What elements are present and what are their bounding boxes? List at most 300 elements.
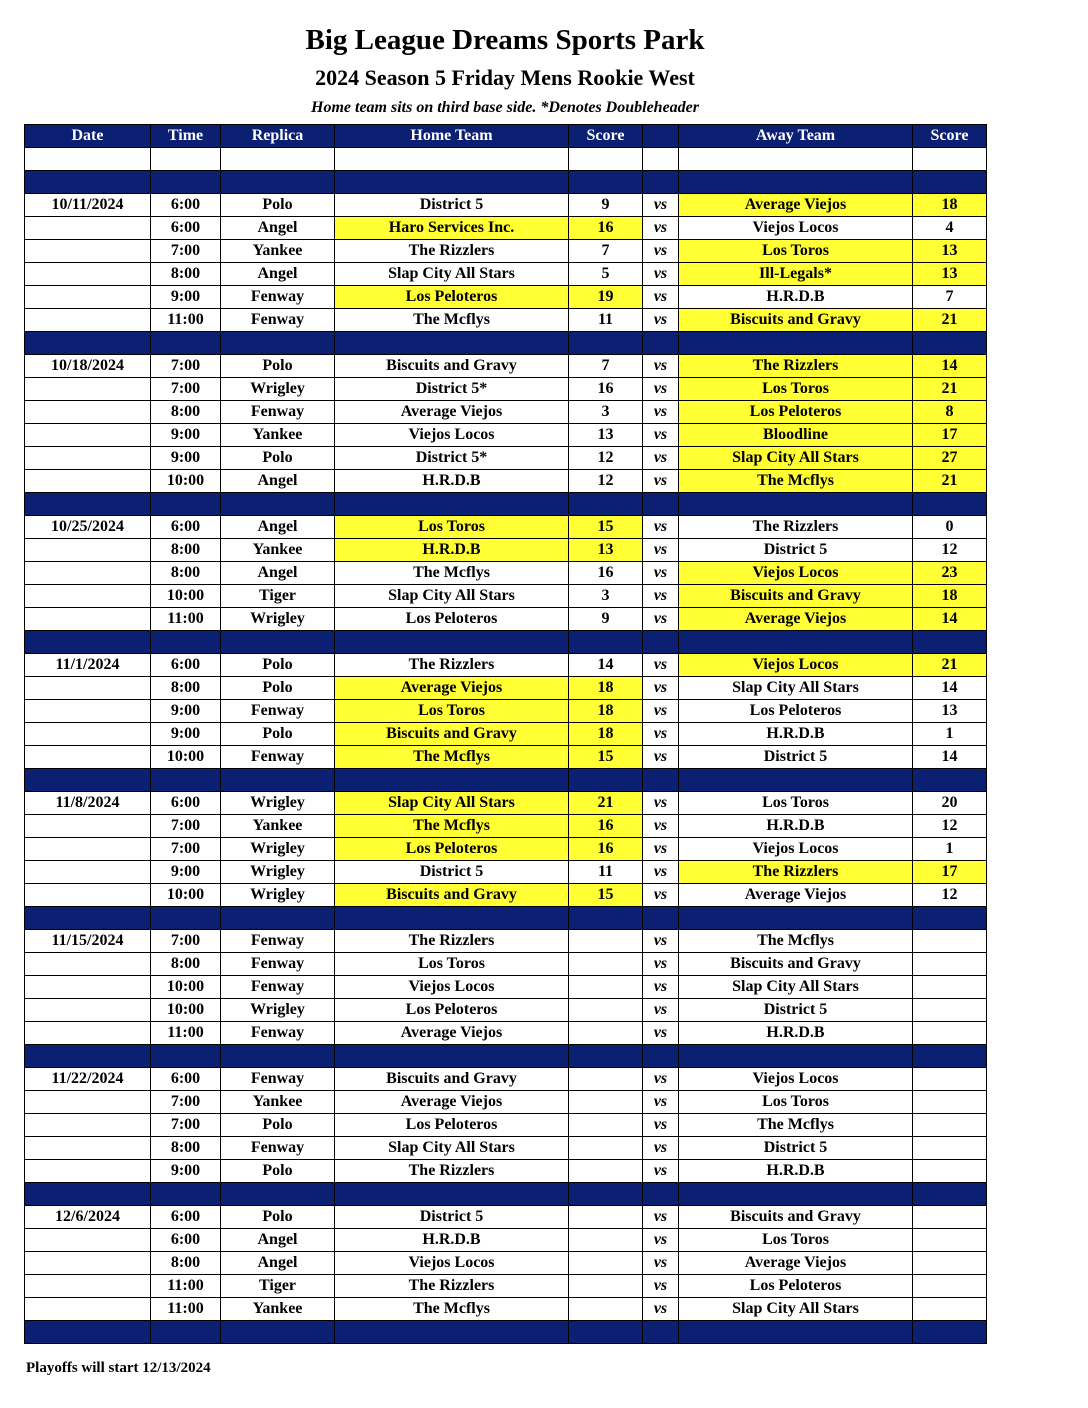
- away-score: 12: [913, 884, 987, 907]
- away-score: 17: [913, 424, 987, 447]
- table-row: [25, 217, 987, 240]
- separator-row-cell: [221, 631, 335, 654]
- game-date: [25, 1252, 151, 1275]
- away-team: Los Peloteros: [679, 401, 913, 424]
- table-row: [25, 585, 987, 608]
- table-row: [25, 516, 987, 539]
- away-team: Los Peloteros: [679, 1275, 913, 1298]
- separator-row-cell: [25, 493, 151, 516]
- home-team: Los Peloteros: [335, 1114, 569, 1137]
- table-row: [25, 1275, 987, 1298]
- vs-label: vs: [643, 677, 679, 700]
- away-team: Biscuits and Gravy: [679, 953, 913, 976]
- away-score: 14: [913, 608, 987, 631]
- separator-row-cell: [913, 631, 987, 654]
- game-time: 9:00: [151, 723, 221, 746]
- vs-label: vs: [643, 355, 679, 378]
- table-row: [25, 355, 987, 378]
- home-team: Slap City All Stars: [335, 263, 569, 286]
- home-score: 7: [569, 355, 643, 378]
- game-time: 10:00: [151, 470, 221, 493]
- separator-row-cell: [151, 1045, 221, 1068]
- away-score: [913, 999, 987, 1022]
- game-field: Fenway: [221, 976, 335, 999]
- home-team: Viejos Locos: [335, 976, 569, 999]
- game-time: 8:00: [151, 539, 221, 562]
- home-team: Average Viejos: [335, 1091, 569, 1114]
- game-date: [25, 746, 151, 769]
- home-team: Average Viejos: [335, 677, 569, 700]
- separator-row-cell: [25, 769, 151, 792]
- vs-label: vs: [643, 1298, 679, 1321]
- game-field: Yankee: [221, 539, 335, 562]
- table-row: [25, 1091, 987, 1114]
- away-team: Los Toros: [679, 240, 913, 263]
- game-date: [25, 861, 151, 884]
- away-score: 17: [913, 861, 987, 884]
- vs-label: vs: [643, 999, 679, 1022]
- game-date: 11/15/2024: [25, 930, 151, 953]
- separator-row-cell: [913, 769, 987, 792]
- table-row: [25, 838, 987, 861]
- game-time: 8:00: [151, 1252, 221, 1275]
- table-row: [25, 815, 987, 838]
- game-field: Polo: [221, 677, 335, 700]
- separator-row-cell: [643, 907, 679, 930]
- game-date: [25, 1298, 151, 1321]
- game-field: Wrigley: [221, 378, 335, 401]
- away-team: Ill-Legals*: [679, 263, 913, 286]
- separator-row-cell: [25, 332, 151, 355]
- separator-row: [25, 171, 987, 194]
- away-score: 8: [913, 401, 987, 424]
- away-team: Biscuits and Gravy: [679, 585, 913, 608]
- game-field: Polo: [221, 1160, 335, 1183]
- away-score: 13: [913, 700, 987, 723]
- game-time: 7:00: [151, 240, 221, 263]
- game-time: 11:00: [151, 1022, 221, 1045]
- table-row: [25, 608, 987, 631]
- away-score: 23: [913, 562, 987, 585]
- separator-row-cell: [679, 1045, 913, 1068]
- away-score: 13: [913, 263, 987, 286]
- home-score: 19: [569, 286, 643, 309]
- separator-row-cell: [913, 1321, 987, 1344]
- game-time: 7:00: [151, 355, 221, 378]
- away-team: District 5: [679, 1137, 913, 1160]
- separator-row-cell: [335, 769, 569, 792]
- separator-row-cell: [25, 1183, 151, 1206]
- away-score: 12: [913, 539, 987, 562]
- schedule-body: [25, 148, 987, 1344]
- game-time: 8:00: [151, 1137, 221, 1160]
- table-row: [25, 976, 987, 999]
- away-score: [913, 976, 987, 999]
- away-score: 21: [913, 470, 987, 493]
- game-date: [25, 723, 151, 746]
- home-team: The Rizzlers: [335, 930, 569, 953]
- game-date: 10/11/2024: [25, 194, 151, 217]
- home-score: [569, 1022, 643, 1045]
- home-team: Los Toros: [335, 700, 569, 723]
- away-score: 1: [913, 838, 987, 861]
- table-row: [25, 1206, 987, 1229]
- table-row: [25, 700, 987, 723]
- away-score: 18: [913, 585, 987, 608]
- away-score: 20: [913, 792, 987, 815]
- separator-row-cell: [569, 769, 643, 792]
- away-score: 21: [913, 654, 987, 677]
- game-field: Wrigley: [221, 999, 335, 1022]
- home-score: 9: [569, 608, 643, 631]
- game-time: 6:00: [151, 194, 221, 217]
- vs-label: vs: [643, 1091, 679, 1114]
- vs-label: vs: [643, 1252, 679, 1275]
- home-score: [569, 976, 643, 999]
- vs-label: vs: [643, 838, 679, 861]
- separator-row-cell: [221, 769, 335, 792]
- home-score: [569, 1160, 643, 1183]
- blank-row-cell: [221, 148, 335, 171]
- away-team: District 5: [679, 539, 913, 562]
- separator-row: [25, 631, 987, 654]
- home-score: [569, 1091, 643, 1114]
- home-score: [569, 1114, 643, 1137]
- away-team: The Rizzlers: [679, 355, 913, 378]
- away-team: H.R.D.B: [679, 815, 913, 838]
- game-time: 6:00: [151, 516, 221, 539]
- game-time: 10:00: [151, 585, 221, 608]
- separator-row-cell: [25, 1321, 151, 1344]
- game-field: Fenway: [221, 700, 335, 723]
- table-row: [25, 539, 987, 562]
- separator-row-cell: [25, 171, 151, 194]
- game-time: 6:00: [151, 217, 221, 240]
- separator-row-cell: [679, 171, 913, 194]
- table-row: [25, 1298, 987, 1321]
- away-team: Biscuits and Gravy: [679, 309, 913, 332]
- separator-row: [25, 493, 987, 516]
- blank-row-cell: [643, 148, 679, 171]
- game-date: [25, 700, 151, 723]
- away-team: Viejos Locos: [679, 562, 913, 585]
- away-score: 1: [913, 723, 987, 746]
- separator-row-cell: [913, 1183, 987, 1206]
- vs-label: vs: [643, 654, 679, 677]
- game-field: Yankee: [221, 240, 335, 263]
- table-row: [25, 309, 987, 332]
- vs-label: vs: [643, 700, 679, 723]
- game-field: Polo: [221, 1114, 335, 1137]
- table-row: [25, 792, 987, 815]
- away-team: Slap City All Stars: [679, 677, 913, 700]
- header-note: Home team sits on third base side. *Denotes Doubleheader: [311, 99, 699, 116]
- game-field: Polo: [221, 1206, 335, 1229]
- away-team: Los Toros: [679, 378, 913, 401]
- table-row: [25, 723, 987, 746]
- game-date: [25, 1275, 151, 1298]
- home-team: H.R.D.B: [335, 1229, 569, 1252]
- table-row: [25, 1160, 987, 1183]
- home-team: H.R.D.B: [335, 470, 569, 493]
- game-field: Fenway: [221, 746, 335, 769]
- game-date: [25, 470, 151, 493]
- away-score: 21: [913, 378, 987, 401]
- game-time: 9:00: [151, 447, 221, 470]
- away-team: Average Viejos: [679, 194, 913, 217]
- game-field: Polo: [221, 447, 335, 470]
- table-row: [25, 1252, 987, 1275]
- game-field: Fenway: [221, 286, 335, 309]
- home-team: Slap City All Stars: [335, 1137, 569, 1160]
- away-team: The Rizzlers: [679, 516, 913, 539]
- away-team: Los Toros: [679, 792, 913, 815]
- game-field: Fenway: [221, 1137, 335, 1160]
- game-date: 12/6/2024: [25, 1206, 151, 1229]
- game-date: [25, 953, 151, 976]
- home-score: 16: [569, 815, 643, 838]
- game-field: Yankee: [221, 815, 335, 838]
- game-time: 7:00: [151, 378, 221, 401]
- home-score: 3: [569, 585, 643, 608]
- separator-row-cell: [913, 1045, 987, 1068]
- home-team: Los Peloteros: [335, 608, 569, 631]
- away-score: 7: [913, 286, 987, 309]
- separator-row-cell: [151, 631, 221, 654]
- vs-label: vs: [643, 378, 679, 401]
- vs-label: vs: [643, 884, 679, 907]
- home-score: 5: [569, 263, 643, 286]
- col-date: Date: [25, 125, 151, 148]
- home-team: Viejos Locos: [335, 424, 569, 447]
- separator-row-cell: [569, 1321, 643, 1344]
- away-team: The Rizzlers: [679, 861, 913, 884]
- table-row: [25, 194, 987, 217]
- game-time: 11:00: [151, 1275, 221, 1298]
- game-field: Wrigley: [221, 838, 335, 861]
- vs-label: vs: [643, 930, 679, 953]
- home-team: H.R.D.B: [335, 539, 569, 562]
- game-time: 7:00: [151, 930, 221, 953]
- separator-row-cell: [335, 1045, 569, 1068]
- home-team: Los Toros: [335, 953, 569, 976]
- game-date: [25, 1091, 151, 1114]
- separator-row-cell: [151, 332, 221, 355]
- schedule-table: [24, 124, 987, 1344]
- vs-label: vs: [643, 263, 679, 286]
- col-home-score: Score: [569, 125, 643, 148]
- table-row: [25, 562, 987, 585]
- home-team: The Mcflys: [335, 562, 569, 585]
- away-team: Viejos Locos: [679, 654, 913, 677]
- vs-label: vs: [643, 470, 679, 493]
- home-score: 18: [569, 700, 643, 723]
- table-row: [25, 746, 987, 769]
- away-score: [913, 1206, 987, 1229]
- vs-label: vs: [643, 1160, 679, 1183]
- playoffs-note: Playoffs will start 12/13/2024: [26, 1360, 211, 1376]
- home-team: Biscuits and Gravy: [335, 723, 569, 746]
- vs-label: vs: [643, 286, 679, 309]
- home-team: The Mcflys: [335, 815, 569, 838]
- separator-row-cell: [569, 907, 643, 930]
- away-team: The Mcflys: [679, 470, 913, 493]
- game-time: 10:00: [151, 884, 221, 907]
- game-date: [25, 976, 151, 999]
- game-time: 11:00: [151, 309, 221, 332]
- home-score: 13: [569, 539, 643, 562]
- table-row: [25, 999, 987, 1022]
- separator-row: [25, 1045, 987, 1068]
- game-time: 8:00: [151, 401, 221, 424]
- game-field: Yankee: [221, 1298, 335, 1321]
- game-time: 7:00: [151, 1114, 221, 1137]
- away-team: Los Toros: [679, 1091, 913, 1114]
- table-row: [25, 654, 987, 677]
- home-score: 21: [569, 792, 643, 815]
- separator-row: [25, 907, 987, 930]
- away-score: [913, 930, 987, 953]
- away-team: Los Peloteros: [679, 700, 913, 723]
- blank-row-cell: [25, 148, 151, 171]
- game-date: [25, 378, 151, 401]
- away-score: [913, 953, 987, 976]
- game-date: 11/1/2024: [25, 654, 151, 677]
- vs-label: vs: [643, 1137, 679, 1160]
- away-team: Viejos Locos: [679, 217, 913, 240]
- table-row: [25, 677, 987, 700]
- game-field: Fenway: [221, 930, 335, 953]
- table-row: [25, 470, 987, 493]
- away-team: Bloodline: [679, 424, 913, 447]
- away-score: 14: [913, 746, 987, 769]
- vs-label: vs: [643, 539, 679, 562]
- vs-label: vs: [643, 861, 679, 884]
- game-time: 8:00: [151, 263, 221, 286]
- separator-row-cell: [25, 907, 151, 930]
- home-team: The Rizzlers: [335, 1160, 569, 1183]
- separator-row-cell: [643, 1321, 679, 1344]
- separator-row: [25, 332, 987, 355]
- separator-row-cell: [569, 631, 643, 654]
- away-team: H.R.D.B: [679, 723, 913, 746]
- home-score: [569, 1298, 643, 1321]
- separator-row-cell: [913, 171, 987, 194]
- away-team: Average Viejos: [679, 1252, 913, 1275]
- game-time: 6:00: [151, 792, 221, 815]
- home-team: Los Peloteros: [335, 286, 569, 309]
- home-score: 3: [569, 401, 643, 424]
- home-team: District 5: [335, 1206, 569, 1229]
- game-field: Yankee: [221, 1091, 335, 1114]
- table-row: [25, 1229, 987, 1252]
- game-date: [25, 608, 151, 631]
- header-row: [25, 125, 987, 148]
- away-team: Average Viejos: [679, 608, 913, 631]
- game-date: [25, 263, 151, 286]
- game-time: 9:00: [151, 424, 221, 447]
- separator-row-cell: [221, 1321, 335, 1344]
- vs-label: vs: [643, 217, 679, 240]
- game-field: Yankee: [221, 424, 335, 447]
- home-team: The Rizzlers: [335, 1275, 569, 1298]
- blank-row-cell: [335, 148, 569, 171]
- home-score: 15: [569, 516, 643, 539]
- separator-row: [25, 1183, 987, 1206]
- vs-label: vs: [643, 608, 679, 631]
- game-date: [25, 1114, 151, 1137]
- vs-label: vs: [643, 1022, 679, 1045]
- vs-label: vs: [643, 1068, 679, 1091]
- separator-row-cell: [221, 907, 335, 930]
- vs-label: vs: [643, 723, 679, 746]
- separator-row-cell: [913, 332, 987, 355]
- game-field: Polo: [221, 355, 335, 378]
- home-score: 16: [569, 217, 643, 240]
- away-team: Los Toros: [679, 1229, 913, 1252]
- away-score: [913, 1229, 987, 1252]
- game-field: Fenway: [221, 1022, 335, 1045]
- home-score: 16: [569, 562, 643, 585]
- col-replica: Replica: [221, 125, 335, 148]
- table-row: [25, 240, 987, 263]
- col-time: Time: [151, 125, 221, 148]
- away-team: Viejos Locos: [679, 838, 913, 861]
- home-score: [569, 1229, 643, 1252]
- home-score: [569, 930, 643, 953]
- vs-label: vs: [643, 562, 679, 585]
- separator-row-cell: [151, 907, 221, 930]
- game-date: [25, 447, 151, 470]
- away-team: Average Viejos: [679, 884, 913, 907]
- home-score: [569, 999, 643, 1022]
- game-date: [25, 240, 151, 263]
- separator-row-cell: [25, 1045, 151, 1068]
- game-date: [25, 838, 151, 861]
- separator-row-cell: [335, 1321, 569, 1344]
- blank-row-cell: [913, 148, 987, 171]
- vs-label: vs: [643, 309, 679, 332]
- separator-row-cell: [643, 1045, 679, 1068]
- away-team: District 5: [679, 999, 913, 1022]
- game-time: 10:00: [151, 746, 221, 769]
- page-title: Big League Dreams Sports Park: [305, 24, 705, 56]
- home-team: Los Peloteros: [335, 999, 569, 1022]
- table-row: [25, 930, 987, 953]
- away-score: 18: [913, 194, 987, 217]
- separator-row-cell: [913, 907, 987, 930]
- game-field: Fenway: [221, 401, 335, 424]
- away-team: H.R.D.B: [679, 286, 913, 309]
- away-team: Slap City All Stars: [679, 447, 913, 470]
- separator-row-cell: [643, 631, 679, 654]
- game-date: [25, 999, 151, 1022]
- table-row: [25, 884, 987, 907]
- away-team: H.R.D.B: [679, 1160, 913, 1183]
- away-score: [913, 1298, 987, 1321]
- blank-row: [25, 148, 987, 171]
- away-team: H.R.D.B: [679, 1022, 913, 1045]
- game-field: Wrigley: [221, 884, 335, 907]
- home-score: [569, 1137, 643, 1160]
- home-score: 7: [569, 240, 643, 263]
- home-team: District 5*: [335, 378, 569, 401]
- game-time: 10:00: [151, 999, 221, 1022]
- vs-label: vs: [643, 1229, 679, 1252]
- game-time: 6:00: [151, 1229, 221, 1252]
- game-field: Polo: [221, 654, 335, 677]
- game-date: [25, 1160, 151, 1183]
